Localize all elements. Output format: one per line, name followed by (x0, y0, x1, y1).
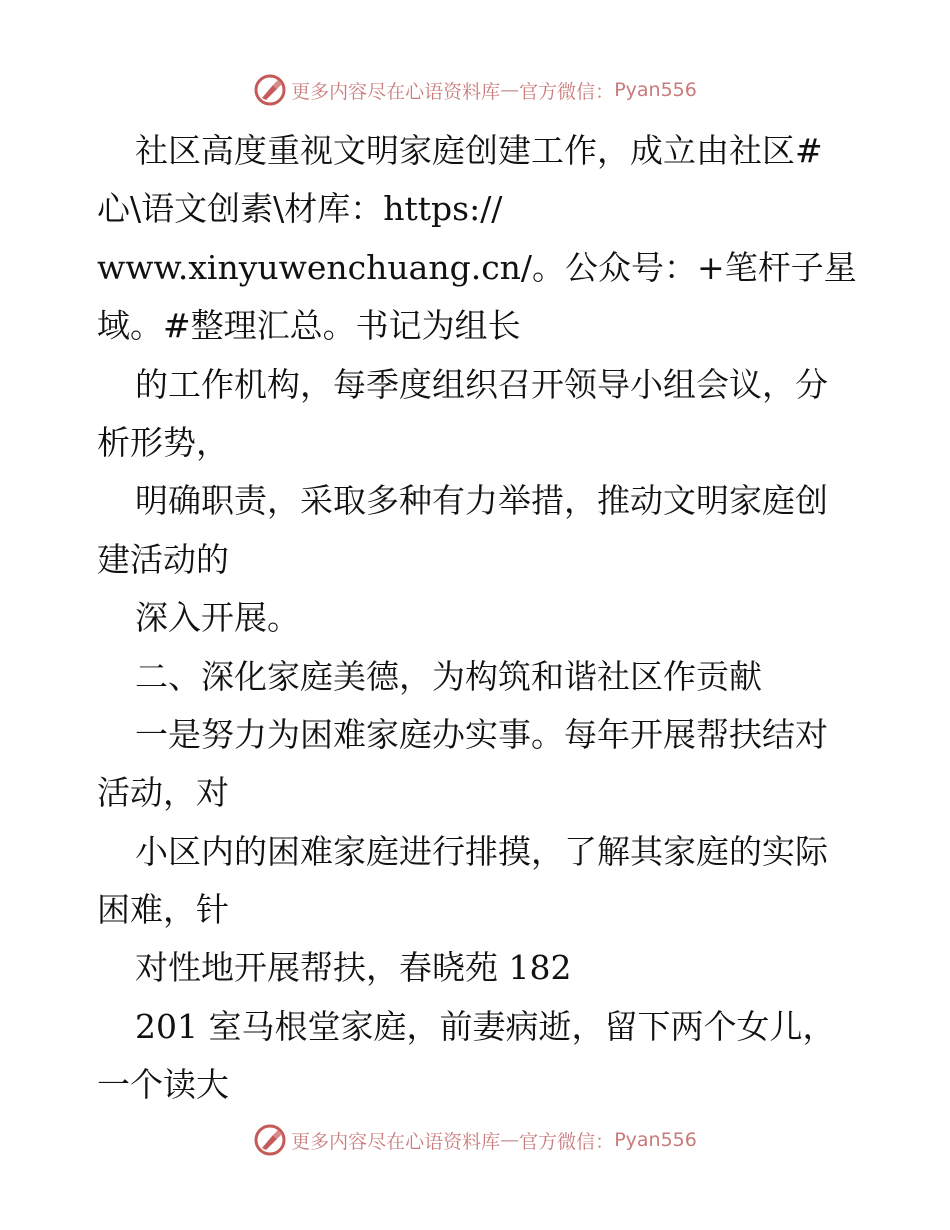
body-line: 域。#整理汇总。书记为组长 (97, 306, 521, 346)
body-line: 201 室马根堂家庭，前妻病逝，留下两个女儿， (135, 1006, 836, 1046)
body-line: 对性地开展帮扶，春晓苑 182 (135, 948, 572, 988)
banner-text: 更多内容尽在心语资料库 (291, 80, 501, 103)
banner-label: 官方微信： (519, 1130, 615, 1153)
document-body (97, 122, 887, 1115)
body-line: www.xinyuwenchuang.cn/。公众号：+笔杆子星 (97, 247, 857, 287)
body-line: 的工作机构，每季度组织召开领导小组会议，分 (135, 364, 828, 404)
banner-separator: — (500, 1129, 520, 1151)
pen-nib-logo-icon (253, 73, 287, 107)
watermark-banner-top (0, 70, 950, 110)
body-line: 一个读大 (97, 1065, 229, 1105)
body-line: 社区高度重视文明家庭创建工作，成立由社区# (135, 131, 823, 170)
body-line: 小区内的困难家庭进行排摸，了解其家庭的实际 (135, 831, 828, 871)
body-line: 析形势， (97, 422, 229, 462)
body-line: 活动，对 (97, 773, 229, 813)
section-heading: 二、深化家庭美德，为构筑和谐社区作贡献 (135, 656, 762, 696)
pen-nib-logo-icon (253, 1123, 287, 1157)
banner-separator: — (500, 79, 520, 101)
body-line: 一是努力为困难家庭办实事。每年开展帮扶结对 (135, 714, 828, 754)
banner-text: 更多内容尽在心语资料库 (291, 1130, 501, 1153)
banner-account: Pyan556 (614, 79, 697, 101)
body-line: 心\语文创素\材库：https:// (97, 189, 503, 229)
banner-account: Pyan556 (614, 1129, 697, 1151)
watermark-banner-bottom (0, 1120, 950, 1160)
banner-label: 官方微信： (519, 80, 615, 103)
body-line: 困难，针 (97, 890, 229, 930)
body-line: 建活动的 (97, 539, 229, 579)
body-line: 深入开展。 (135, 598, 300, 638)
body-line: 明确职责，采取多种有力举措，推动文明家庭创 (135, 481, 828, 521)
